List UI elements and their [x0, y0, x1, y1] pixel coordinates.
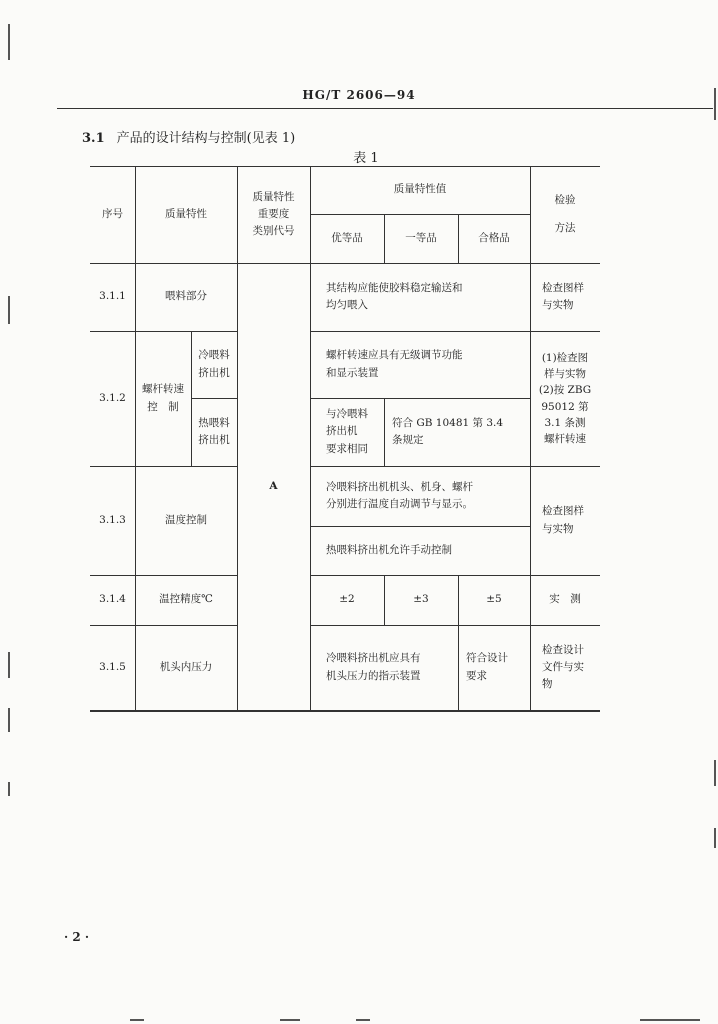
category-value: A — [269, 479, 278, 492]
header-rule — [57, 108, 713, 109]
row-characteristic: 温控精度℃ — [159, 593, 213, 606]
row-method: 检查图样 与实物 — [542, 281, 584, 311]
header-method: 检验 方法 — [554, 194, 576, 234]
header-category: 质量特性 重要度 类别代号 — [252, 190, 295, 238]
row-seq: 3.1.3 — [99, 513, 126, 526]
row-characteristic: 喂料部分 — [165, 290, 207, 303]
header-grade-qualified: 合格品 — [478, 231, 510, 244]
precision-qualified: ±5 — [486, 593, 502, 606]
header-grade-first: 一等品 — [405, 231, 437, 244]
precision-superior: ±2 — [339, 593, 355, 606]
header-characteristic: 质量特性 — [165, 207, 207, 220]
row-seq: 3.1.4 — [99, 593, 126, 606]
scan-mark — [640, 1019, 700, 1021]
scan-mark — [280, 1019, 300, 1021]
header-grade-superior: 优等品 — [331, 231, 363, 244]
scan-mark — [714, 760, 716, 786]
table-line — [90, 710, 600, 712]
row-value: 与冷喂料 挤出机 要求相同 — [326, 408, 368, 455]
section-title: 产品的设计结构与控制(见表 1) — [116, 131, 296, 146]
row-seq: 3.1.5 — [99, 660, 126, 673]
header-value-group: 质量特性值 — [393, 183, 447, 196]
row-value: 其结构应能使胶料稳定输送和 均匀喂入 — [326, 281, 463, 311]
row-value: 热喂料挤出机允许手动控制 — [326, 543, 452, 556]
row-characteristic: 机头内压力 — [159, 660, 213, 673]
table-line — [384, 398, 385, 466]
scan-mark — [714, 88, 716, 120]
section-heading — [82, 127, 295, 146]
row-method: 检查图样 与实物 — [542, 505, 584, 535]
scan-mark — [8, 24, 10, 60]
scan-mark — [356, 1019, 370, 1021]
row-seq: 3.1.2 — [99, 391, 126, 404]
row-characteristic: 温度控制 — [165, 513, 207, 526]
header-seq: 序号 — [102, 207, 123, 220]
scan-mark — [714, 828, 716, 848]
row-method: 检查设计 文件与实 物 — [542, 643, 584, 691]
scan-mark — [8, 782, 10, 796]
table-caption: 表 1 — [353, 151, 379, 166]
standard-code-header: HG/T 2606—94 — [302, 88, 416, 102]
scan-mark — [8, 708, 10, 732]
row-value: 冷喂料挤出机机头、机身、螺杆 分别进行温度自动调节与显示。 — [326, 480, 473, 510]
row-value: 符合设计 要求 — [466, 652, 508, 682]
sub-hot-feed: 热喂料 挤出机 — [198, 416, 230, 446]
row-value: 冷喂料挤出机应具有 机头压力的指示装置 — [326, 652, 421, 682]
row-value: 螺杆转速应具有无级调节功能 和显示装置 — [326, 349, 463, 379]
row-method: (1)检查图 样与实物 (2)按 ZBG 95012 第 3.1 条测 螺杆转速 — [538, 351, 592, 446]
row-characteristic: 螺杆转速 控 制 — [142, 383, 184, 413]
scan-mark — [8, 296, 10, 324]
row-method: 实 测 — [549, 593, 581, 606]
section-number: 3.1 — [82, 131, 105, 146]
scan-mark — [130, 1019, 144, 1021]
page-number: · 2 · — [64, 930, 90, 944]
row-seq: 3.1.1 — [99, 290, 126, 303]
precision-first: ±3 — [413, 593, 429, 606]
row-value: 符合 GB 10481 第 3.4 条规定 — [392, 416, 504, 446]
scan-mark — [8, 652, 10, 678]
sub-cold-feed: 冷喂料 挤出机 — [198, 349, 230, 379]
